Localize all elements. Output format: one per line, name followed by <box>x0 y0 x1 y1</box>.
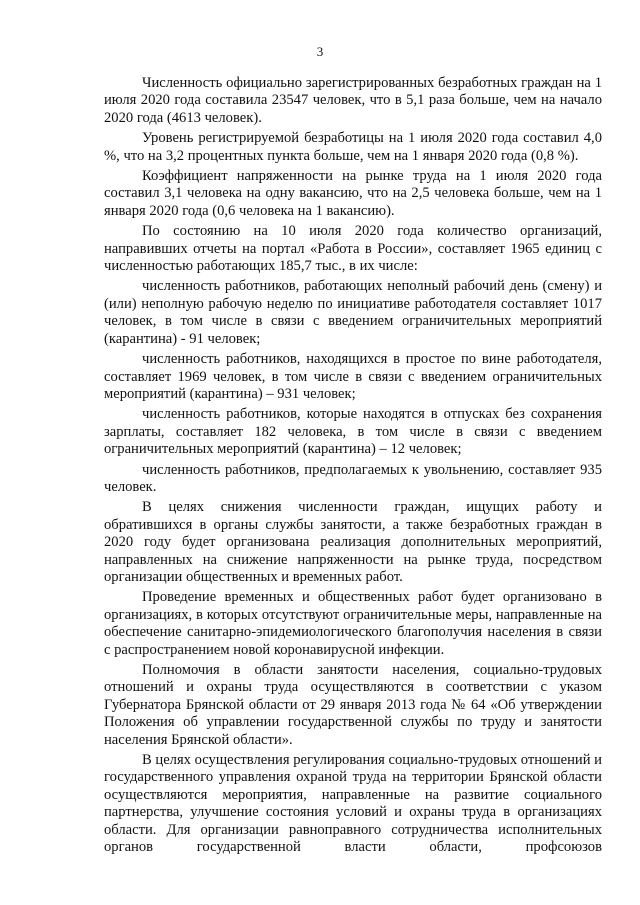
paragraph-unemployed-count: Численность официально зарегистрированных безработных граждан на 1 июля 2020 года составила 23547 человек, что в 5,1 раза больше, чем на начало 2020 года (4613 человек). <box>104 75 602 126</box>
paragraph-additional-measures: В целях снижения численности граждан, ищущих работу и обратившихся в органы службы занятости, а также безработных граждан в 2020 году будет организована реализация дополнительных мероприятий, направленных на снижение напряженности на рынке труда, посредством организации общественных и временных работ. <box>104 499 602 585</box>
paragraph-labor-regulation: В целях осуществления регулирования социально-трудовых отношений и государственного управления охраной труда на территории Брянской области осуществляются мероприятия, направленные на развитие социального партнерства, улучшение состояния условий и охраны труда в организациях области. Для организации равноправного сотрудничества исполнительных органов государственной власти области, профсоюзов <box>104 752 602 856</box>
paragraph-idle-workers: численность работников, находящихся в простое по вине работодателя, составляет 1969 человек, в том числе в связи с введением ограничительных мероприятий (карантина) – 931 человек; <box>104 351 602 402</box>
paragraph-unpaid-leave-workers: численность работников, которые находятся в отпусках без сохранения зарплаты, составляет 182 человека, в том числе в связи с введением ограничительных мероприятий (карантина) – 12 человек; <box>104 406 602 458</box>
document-body <box>104 75 602 859</box>
paragraph-part-time-workers: численность работников, работающих неполный рабочий день (смену) и (или) неполную рабочую неделю по инициативе работодателя составляет 1017 человек, в том числе в связи с введением ограничительных мероприятий (карантина) - 91 человек; <box>104 278 602 347</box>
paragraph-temporary-works: Проведение временных и общественных работ будет организовано в организациях, в которых отсутствуют ограничительные меры, направленные на обеспечение санитарно-эпидемиологического благополучия населения в связи с распространением новой коронавирусной инфекции. <box>104 589 602 658</box>
paragraph-organizations-reports: По состоянию на 10 июля 2020 года количество организаций, направивших отчеты на портал «Работа в России», составляет 1965 единиц с численностью работающих 185,7 тыс., в их числе: <box>104 223 602 275</box>
page-number: 3 <box>316 44 324 59</box>
paragraph-powers-decree: Полномочия в области занятости населения, социально-трудовых отношений и охраны труда осуществляются в соответствии с указом Губернатора Брянской области от 29 января 2013 года № 64 «Об утверждении Положения об управлении государственной службы по труду и занятости населения Брянской области». <box>104 662 602 748</box>
paragraph-dismissal-workers: численность работников, предполагаемых к увольнению, составляет 935 человек. <box>104 461 602 495</box>
paragraph-unemployment-rate: Уровень регистрируемой безработицы на 1 июля 2020 года составил 4,0 %, что на 3,2 процентных пункта больше, чем на 1 января 2020 года (0,8 %). <box>104 130 602 164</box>
paragraph-tension-coefficient: Коэффициент напряженности на рынке труда на 1 июля 2020 года составил 3,1 человека на одну вакансию, что на 2,5 человека больше, чем на 1 января 2020 года (0,6 человека на 1 вакансию). <box>104 168 602 219</box>
